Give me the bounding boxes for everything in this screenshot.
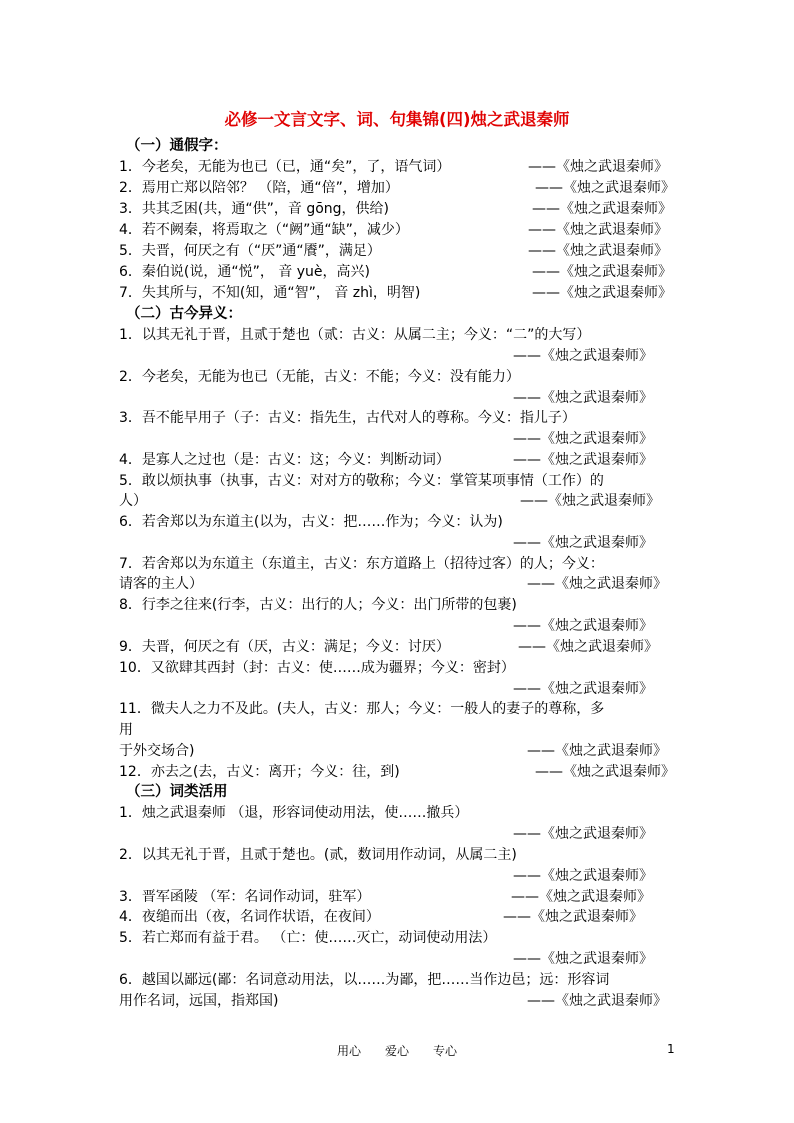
section-heading-tongjiazi: （一）通假字：: [126, 138, 228, 154]
list-item: 5．若亡郑而有益于君。 （亡：使……灭亡，动词使动用法）: [119, 930, 497, 946]
list-item: 12．亦去之(去，古义：离开；今义：往，到): [119, 764, 400, 780]
source-reference: ——《烛之武退秦师》: [513, 826, 653, 842]
page-number: 1: [667, 1042, 675, 1056]
source-reference: ——《烛之武退秦师》: [513, 535, 653, 551]
list-item-continuation: 用: [119, 722, 133, 738]
list-item: 2．以其无礼于晋，且贰于楚也。(贰，数词用作动词，从属二主): [119, 847, 517, 863]
list-item: 3．晋军函陵 （军：名词作动词，驻军）: [119, 889, 371, 905]
list-item-continuation: 人）: [119, 493, 147, 509]
list-item: 6．秦伯说(说，通“悦”， 音 yuè，高兴): [119, 264, 371, 280]
source-reference: ——《烛之武退秦师》: [528, 243, 668, 259]
list-item: 5．敢以烦执事（执事，古义：对对方的敬称；今义：掌管某项事情（工作）的: [119, 473, 604, 489]
source-reference: ——《烛之武退秦师》: [503, 909, 643, 925]
source-reference: ——《烛之武退秦师》: [527, 576, 667, 592]
list-item: 4．若不阙秦，将焉取之（“阙”通“缺”，减少）: [119, 222, 409, 238]
list-item: 10．又欲肆其西封（封：古义：使……成为疆界；今义：密封）: [119, 660, 515, 676]
list-item: 6．若舍郑以为东道主(以为，古义：把……作为；今义：认为): [119, 514, 503, 530]
source-reference: ——《烛之武退秦师》: [532, 285, 672, 301]
source-reference: ——《烛之武退秦师》: [513, 868, 653, 884]
list-item: 1．今老矣，无能为也已（已，通“矣”，了，语气词）: [119, 159, 451, 175]
list-item: 1．烛之武退秦师 （退，形容词使动用法，使……撤兵）: [119, 805, 469, 821]
list-item: 11．微夫人之力不及此。(夫人，古义：那人；今义：一般人的妻子的尊称，多: [119, 701, 605, 717]
list-item: 3．共其乏困(共，通“供”，音 gōng，供给): [119, 201, 389, 217]
list-item: 9．夫晋，何厌之有（厌，古义：满足；今义：讨厌）: [119, 639, 450, 655]
source-reference: ——《烛之武退秦师》: [528, 159, 668, 175]
source-reference: ——《烛之武退秦师》: [535, 180, 675, 196]
list-item: 6．越国以鄙远(鄙：名词意动用法，以……为鄙，把……当作边邑；远：形容词: [119, 972, 610, 988]
source-reference: ——《烛之武退秦师》: [513, 452, 653, 468]
source-reference: ——《烛之武退秦师》: [513, 431, 653, 447]
list-item: 2．今老矣，无能为也已（无能，古义：不能；今义：没有能力）: [119, 369, 520, 385]
list-item-continuation: 用作名词，远国，指郑国): [119, 993, 279, 1009]
list-item: 4．是寡人之过也（是：古义：这；今义：判断动词）: [119, 452, 450, 468]
source-reference: ——《烛之武退秦师》: [513, 618, 653, 634]
source-reference: ——《烛之武退秦师》: [532, 264, 672, 280]
list-item: 5．夫晋，何厌之有（“厌”通“餍”，满足）: [119, 243, 381, 259]
source-reference: ——《烛之武退秦师》: [532, 201, 672, 217]
source-reference: ——《烛之武退秦师》: [513, 951, 653, 967]
source-reference: ——《烛之武退秦师》: [518, 639, 658, 655]
source-reference: ——《烛之武退秦师》: [527, 993, 667, 1009]
source-reference: ——《烛之武退秦师》: [513, 348, 653, 364]
page-title: 必修一文言文字、词、句集锦(四)烛之武退秦师: [224, 110, 570, 129]
list-item: 1．以其无礼于晋，且贰于楚也（贰：古义：从属二主；今义：“二”的大写）: [119, 327, 591, 343]
source-reference: ——《烛之武退秦师》: [513, 681, 653, 697]
section-heading-gujin: （二）古今异义：: [126, 306, 242, 322]
section-heading-cilei: （三）词类活用: [126, 784, 228, 800]
source-reference: ——《烛之武退秦师》: [527, 743, 667, 759]
list-item-continuation: 请客的主人）: [119, 576, 203, 592]
list-item: 7．失其所与，不知(知，通“智”， 音 zhì，明智): [119, 285, 421, 301]
list-item: 2．焉用亡郑以陪邻？ （陪，通“倍”，增加）: [119, 180, 399, 196]
list-item: 3．吾不能早用子（子：古义：指先生，古代对人的尊称。今义：指儿子）: [119, 410, 576, 426]
source-reference: ——《烛之武退秦师》: [528, 222, 668, 238]
source-reference: ——《烛之武退秦师》: [535, 764, 675, 780]
list-item-continuation: 于外交场合): [119, 743, 195, 759]
list-item: 4．夜缒而出（夜，名词作状语，在夜间）: [119, 909, 380, 925]
list-item: 7．若舍郑以为东道主（东道主，古义：东方道路上（招待过客）的人；今义：: [119, 556, 604, 572]
page-footer: 用心 爱心 专心: [336, 1044, 457, 1058]
source-reference: ——《烛之武退秦师》: [513, 390, 653, 406]
list-item: 8．行李之往来(行李，古义：出行的人；今义：出门所带的包裹): [119, 597, 517, 613]
source-reference: ——《烛之武退秦师》: [511, 889, 651, 905]
source-reference: ——《烛之武退秦师》: [520, 493, 660, 509]
